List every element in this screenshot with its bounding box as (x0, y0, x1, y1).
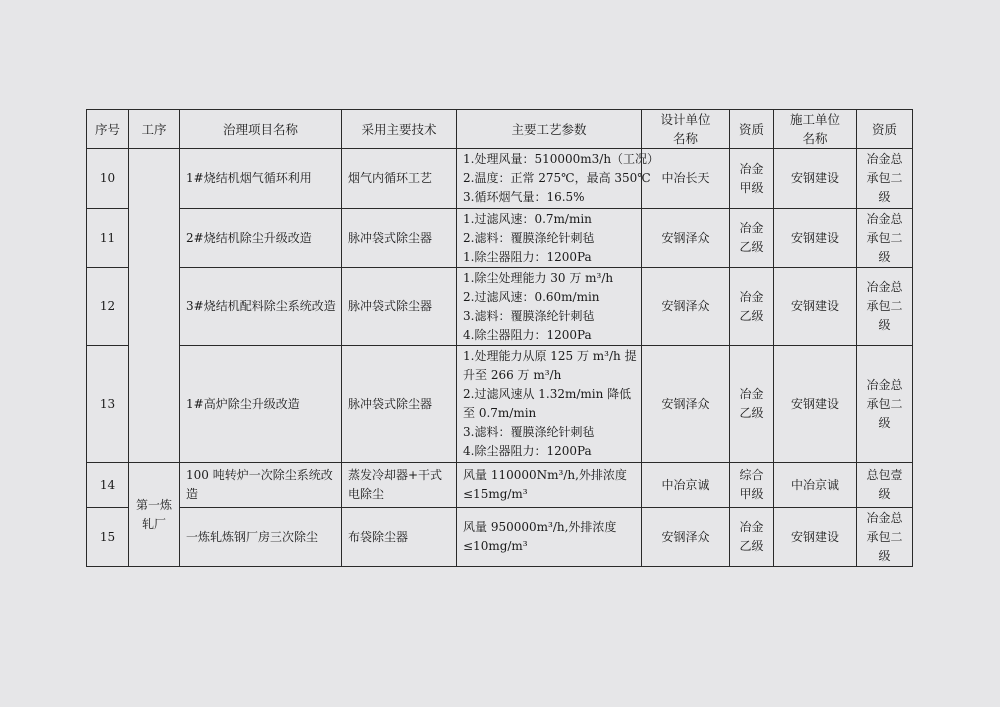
header-qualification-2: 资质 (857, 110, 913, 149)
header-build-unit: 施工单位 名称 (774, 110, 857, 149)
table-row (87, 463, 913, 508)
cell-seq: 14 (87, 463, 129, 508)
cell-qualification-1: 冶金乙级 (730, 268, 774, 346)
cell-seq: 11 (87, 209, 129, 268)
table-row (87, 346, 913, 463)
cell-design-unit: 中冶长天 (642, 149, 730, 209)
cell-params: 风量 950000m³/h,外排浓度≤10mg/m³ (457, 508, 642, 567)
table-row (87, 149, 913, 209)
governance-projects-table (86, 109, 913, 567)
cell-tech: 蒸发冷却器+干式电除尘 (342, 463, 457, 508)
cell-qualification-2: 冶金总承包二级 (857, 268, 913, 346)
cell-seq: 12 (87, 268, 129, 346)
table-header-row (87, 110, 913, 149)
table-row (87, 268, 913, 346)
header-params: 主要工艺参数 (457, 110, 642, 149)
cell-seq: 13 (87, 346, 129, 463)
cell-build-unit: 安钢建设 (774, 149, 857, 209)
cell-design-unit: 安钢泽众 (642, 508, 730, 567)
header-design-unit: 设计单位 名称 (642, 110, 730, 149)
header-seq: 序号 (87, 110, 129, 149)
cell-build-unit: 安钢建设 (774, 209, 857, 268)
cell-design-unit: 安钢泽众 (642, 346, 730, 463)
cell-build-unit: 安钢建设 (774, 346, 857, 463)
cell-params: 1.过滤风速：0.7m/min 2.滤料：覆膜涤纶针刺毡 1.除尘器阻力：1200Pa (457, 209, 642, 268)
cell-qualification-2: 冶金总承包二级 (857, 149, 913, 209)
cell-project: 3#烧结机配料除尘系统改造 (180, 268, 342, 346)
cell-qualification-2: 冶金总承包二级 (857, 346, 913, 463)
cell-project: 100 吨转炉一次除尘系统改造 (180, 463, 342, 508)
cell-qualification-2: 冶金总承包二级 (857, 209, 913, 268)
cell-seq: 15 (87, 508, 129, 567)
cell-project: 1#高炉除尘升级改造 (180, 346, 342, 463)
header-tech: 采用主要技术 (342, 110, 457, 149)
cell-tech: 脉冲袋式除尘器 (342, 268, 457, 346)
cell-qualification-1: 冶金乙级 (730, 346, 774, 463)
table-row (87, 508, 913, 567)
cell-tech: 布袋除尘器 (342, 508, 457, 567)
header-qualification-1: 资质 (730, 110, 774, 149)
cell-qualification-1: 冶金乙级 (730, 508, 774, 567)
cell-process-empty (129, 149, 180, 463)
cell-qualification-1: 冶金乙级 (730, 209, 774, 268)
cell-process: 第一炼轧厂 (129, 463, 180, 567)
cell-tech: 脉冲袋式除尘器 (342, 346, 457, 463)
cell-qualification-2: 冶金总承包二级 (857, 508, 913, 567)
cell-project: 一炼轧炼钢厂房三次除尘 (180, 508, 342, 567)
cell-qualification-1: 冶金甲级 (730, 149, 774, 209)
cell-params: 1.除尘处理能力 30 万 m³/h 2.过滤风速：0.60m/min 3.滤料：覆膜涤纶针刺毡 4.除尘器阻力：1200Pa (457, 268, 642, 346)
cell-design-unit: 中冶京诚 (642, 463, 730, 508)
cell-params: 风量 110000Nm³/h,外排浓度≤15mg/m³ (457, 463, 642, 508)
cell-design-unit: 安钢泽众 (642, 268, 730, 346)
header-process: 工序 (129, 110, 180, 149)
cell-design-unit: 安钢泽众 (642, 209, 730, 268)
cell-seq: 10 (87, 149, 129, 209)
table-row (87, 209, 913, 268)
cell-build-unit: 中冶京诚 (774, 463, 857, 508)
cell-tech: 脉冲袋式除尘器 (342, 209, 457, 268)
cell-project: 2#烧结机除尘升级改造 (180, 209, 342, 268)
cell-build-unit: 安钢建设 (774, 508, 857, 567)
cell-project: 1#烧结机烟气循环利用 (180, 149, 342, 209)
cell-qualification-1: 综合甲级 (730, 463, 774, 508)
cell-tech: 烟气内循环工艺 (342, 149, 457, 209)
cell-params: 1.处理风量：510000m3/h（工况） 2.温度：正常 275℃，最高 350℃ 3.循环烟气量：16.5% (457, 149, 642, 209)
cell-build-unit: 安钢建设 (774, 268, 857, 346)
cell-params: 1.处理能力从原 125 万 m³/h 提升至 266 万 m³/h 2.过滤风速从 1.32m/min 降低至 0.7m/min 3.滤料：覆膜涤纶针刺毡 4.除尘器阻力：1200Pa (457, 346, 642, 463)
header-project: 治理项目名称 (180, 110, 342, 149)
cell-qualification-2: 总包壹级 (857, 463, 913, 508)
